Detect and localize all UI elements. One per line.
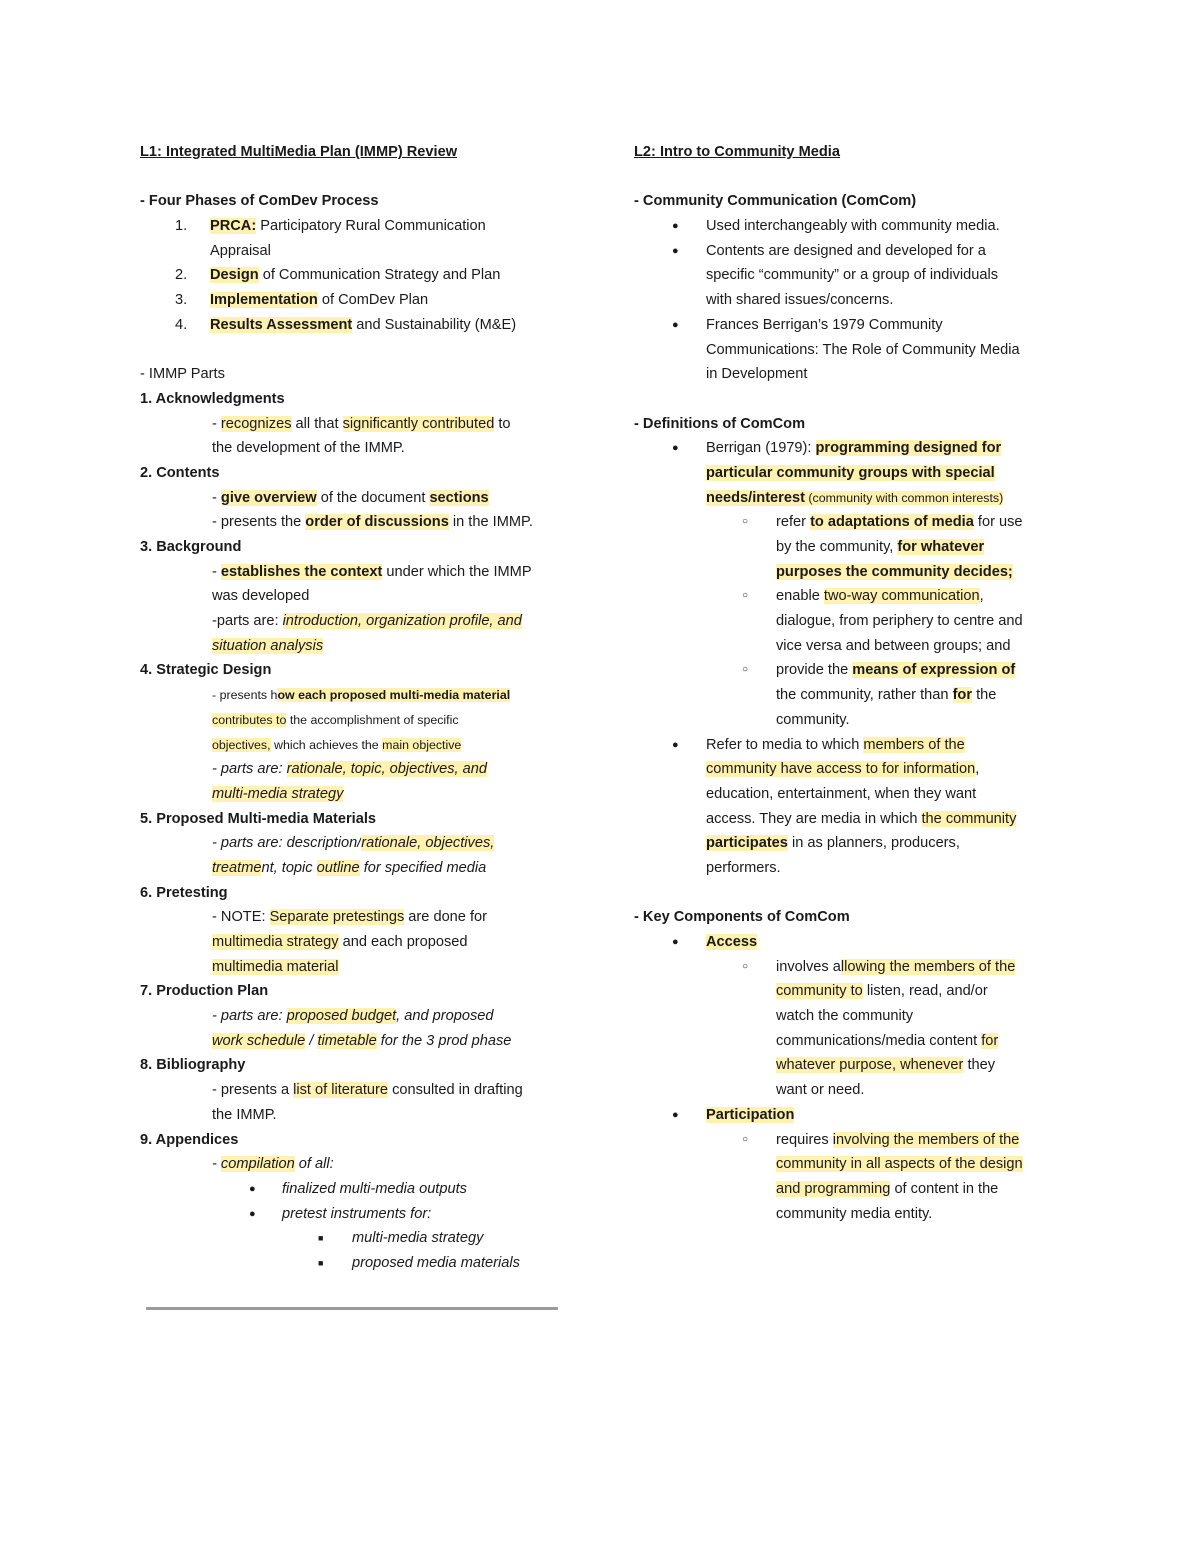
- part-text: - presents the order of discussions in the IMMP.: [212, 514, 533, 531]
- list-item: ● Used interchangeably with community media.: [634, 214, 1064, 239]
- part-text: the development of the IMMP.: [212, 440, 405, 457]
- list-item-cont: with shared issues/concerns.: [706, 292, 894, 309]
- phase-item: 2. Design of Communication Strategy and Plan: [175, 267, 501, 284]
- circle-bullet-icon: ○: [742, 960, 749, 972]
- sub-item-cont: community in all aspects of the design: [776, 1156, 1023, 1173]
- list-item: ● pretest instruments for:: [140, 1202, 580, 1227]
- part-text: - presents a list of literature consulted in drafting: [212, 1082, 523, 1099]
- circle-bullet-icon: ○: [742, 1133, 749, 1145]
- part-title: 5. Proposed Multi-media Materials: [140, 810, 376, 827]
- sub-item: ○ enable two-way communication,: [634, 584, 1064, 609]
- part-text: treatment, topic outline for specified media: [212, 859, 487, 876]
- right-column: [634, 140, 1064, 1226]
- list-item: ● finalized multi-media outputs: [140, 1177, 580, 1202]
- list-item: ● Participation: [634, 1103, 1064, 1128]
- part-text: - parts are: rationale, topic, objectives, and: [212, 761, 488, 778]
- part-text: - parts are: proposed budget, and proposed: [212, 1008, 494, 1025]
- sub-item: ○ involves allowing the members of the: [634, 955, 1064, 980]
- part-text: - give overview of the document sections: [212, 489, 489, 506]
- bullet-icon: ●: [672, 244, 679, 257]
- sub-item-cont: the community, rather than for the: [776, 687, 997, 704]
- part-text: - establishes the context under which the IMMP: [212, 563, 532, 580]
- bullet-icon: ●: [672, 318, 679, 331]
- part-text: the IMMP.: [212, 1106, 277, 1123]
- part-title: 8. Bibliography: [140, 1057, 246, 1074]
- bullet-icon: ●: [672, 738, 679, 751]
- section-title-l2: L2: Intro to Community Media: [634, 144, 840, 160]
- definitions-heading: - Definitions of ComCom: [634, 415, 806, 432]
- part-text: multi-media strategy: [212, 785, 344, 802]
- bullet-icon: ●: [249, 1207, 256, 1220]
- part-title: 4. Strategic Design: [140, 662, 272, 679]
- part-text: - recognizes all that significantly contributed to: [212, 415, 511, 432]
- bullet-icon: ●: [672, 442, 679, 455]
- part-text: - compilation of all:: [212, 1156, 334, 1173]
- phase-item: 1. PRCA: Participatory Rural Communication: [175, 218, 486, 235]
- part-title: 9. Appendices: [140, 1131, 239, 1148]
- list-item: ● Frances Berrigan’s 1979 Community: [634, 313, 1064, 338]
- part-text: -parts are: introduction, organization profile, and: [212, 613, 522, 630]
- parts-heading: - IMMP Parts: [140, 366, 225, 383]
- list-item-cont: specific “community” or a group of individuals: [706, 267, 998, 284]
- left-column: [140, 140, 580, 1276]
- sub-item-cont: and programming of content in the: [776, 1180, 999, 1197]
- part-title: 6. Pretesting: [140, 884, 228, 901]
- sub-item-cont: whatever purpose, whenever they: [776, 1057, 996, 1074]
- list-item: ■ proposed media materials: [140, 1251, 580, 1276]
- part-text: objectives, which achieves the main objective: [212, 737, 462, 752]
- sub-item-cont: purposes the community decides;: [776, 563, 1013, 580]
- list-item-cont: education, entertainment, when they want: [706, 785, 977, 802]
- phase-item-cont: Appraisal: [210, 242, 271, 259]
- part-text: multimedia strategy and each proposed: [212, 934, 468, 950]
- part-title: 2. Contents: [140, 464, 220, 481]
- list-item-cont: particular community groups with special: [706, 464, 995, 481]
- sub-item-cont: community media entity.: [776, 1205, 933, 1222]
- bullet-icon: ●: [249, 1182, 256, 1195]
- part-title: 3. Background: [140, 539, 242, 555]
- list-item-cont: community have access to for information,: [706, 761, 980, 778]
- list-item-cont: Communications: The Role of Community Media: [706, 341, 1020, 358]
- part-text: - NOTE: Separate pretestings are done for: [212, 909, 488, 926]
- bullet-icon: ●: [672, 936, 679, 948]
- list-item: ■ multi-media strategy: [140, 1226, 580, 1251]
- list-item: ● Refer to media to which members of the: [634, 733, 1064, 758]
- phase-item: 4. Results Assessment and Sustainability (M&E): [175, 316, 517, 333]
- part-text: - presents how each proposed multi-media material: [212, 688, 511, 703]
- sub-item-cont: vice versa and between groups; and: [776, 637, 1011, 654]
- phase-item: 3. Implementation of ComDev Plan: [175, 292, 429, 309]
- part-text: - parts are: description/rationale, objectives,: [212, 835, 495, 852]
- square-bullet-icon: ■: [318, 1257, 324, 1268]
- sub-item: ○ requires involving the members of the: [634, 1128, 1064, 1153]
- horizontal-rule: [146, 1307, 558, 1310]
- bullet-icon: ●: [672, 220, 679, 233]
- list-item: ● Access: [634, 930, 1064, 955]
- sub-item-cont: dialogue, from periphery to centre and: [776, 613, 1023, 630]
- section-title-l1: L1: Integrated MultiMedia Plan (IMMP) Review: [140, 144, 458, 160]
- part-title: 1. Acknowledgments: [140, 390, 285, 407]
- part-text: contributes to the accomplishment of specific: [212, 712, 459, 727]
- square-bullet-icon: ■: [318, 1233, 324, 1244]
- phases-heading: - Four Phases of ComDev Process: [140, 193, 379, 210]
- part-title: 7. Production Plan: [140, 983, 269, 1000]
- list-item-cont: participates in as planners, producers,: [706, 835, 960, 852]
- list-item: ● Berrigan (1979): programming designed for: [634, 436, 1064, 461]
- sub-item-cont: communications/media content for: [776, 1032, 999, 1049]
- list-item-cont: access. They are media in which the community: [706, 810, 1017, 827]
- sub-item-cont: watch the community: [776, 1008, 914, 1025]
- sub-item-cont: community to listen, read, and/or: [776, 983, 988, 1000]
- part-text: work schedule / timetable for the 3 prod phase: [212, 1032, 512, 1049]
- sub-item-cont: by the community, for whatever: [776, 539, 985, 555]
- list-item-cont: performers.: [706, 859, 781, 876]
- list-item: ● Contents are designed and developed for a: [634, 239, 1064, 264]
- sub-item-cont: community.: [776, 711, 850, 728]
- sub-item: ○ refer to adaptations of media for use: [634, 510, 1064, 535]
- sub-item: ○ provide the means of expression of: [634, 658, 1064, 683]
- circle-bullet-icon: ○: [742, 664, 749, 676]
- part-text: was developed: [212, 588, 310, 605]
- sub-item-cont: want or need.: [776, 1082, 865, 1099]
- part-text: situation analysis: [212, 637, 324, 654]
- circle-bullet-icon: ○: [742, 590, 749, 602]
- comcom-heading: - Community Communication (ComCom): [634, 193, 917, 210]
- part-text: multimedia material: [212, 958, 339, 975]
- list-item-cont: needs/interest (community with common interests): [706, 489, 1004, 506]
- key-components-heading: - Key Components of ComCom: [634, 909, 850, 926]
- list-item-cont: in Development: [706, 366, 808, 383]
- circle-bullet-icon: ○: [742, 516, 749, 528]
- bullet-icon: ●: [672, 1108, 679, 1121]
